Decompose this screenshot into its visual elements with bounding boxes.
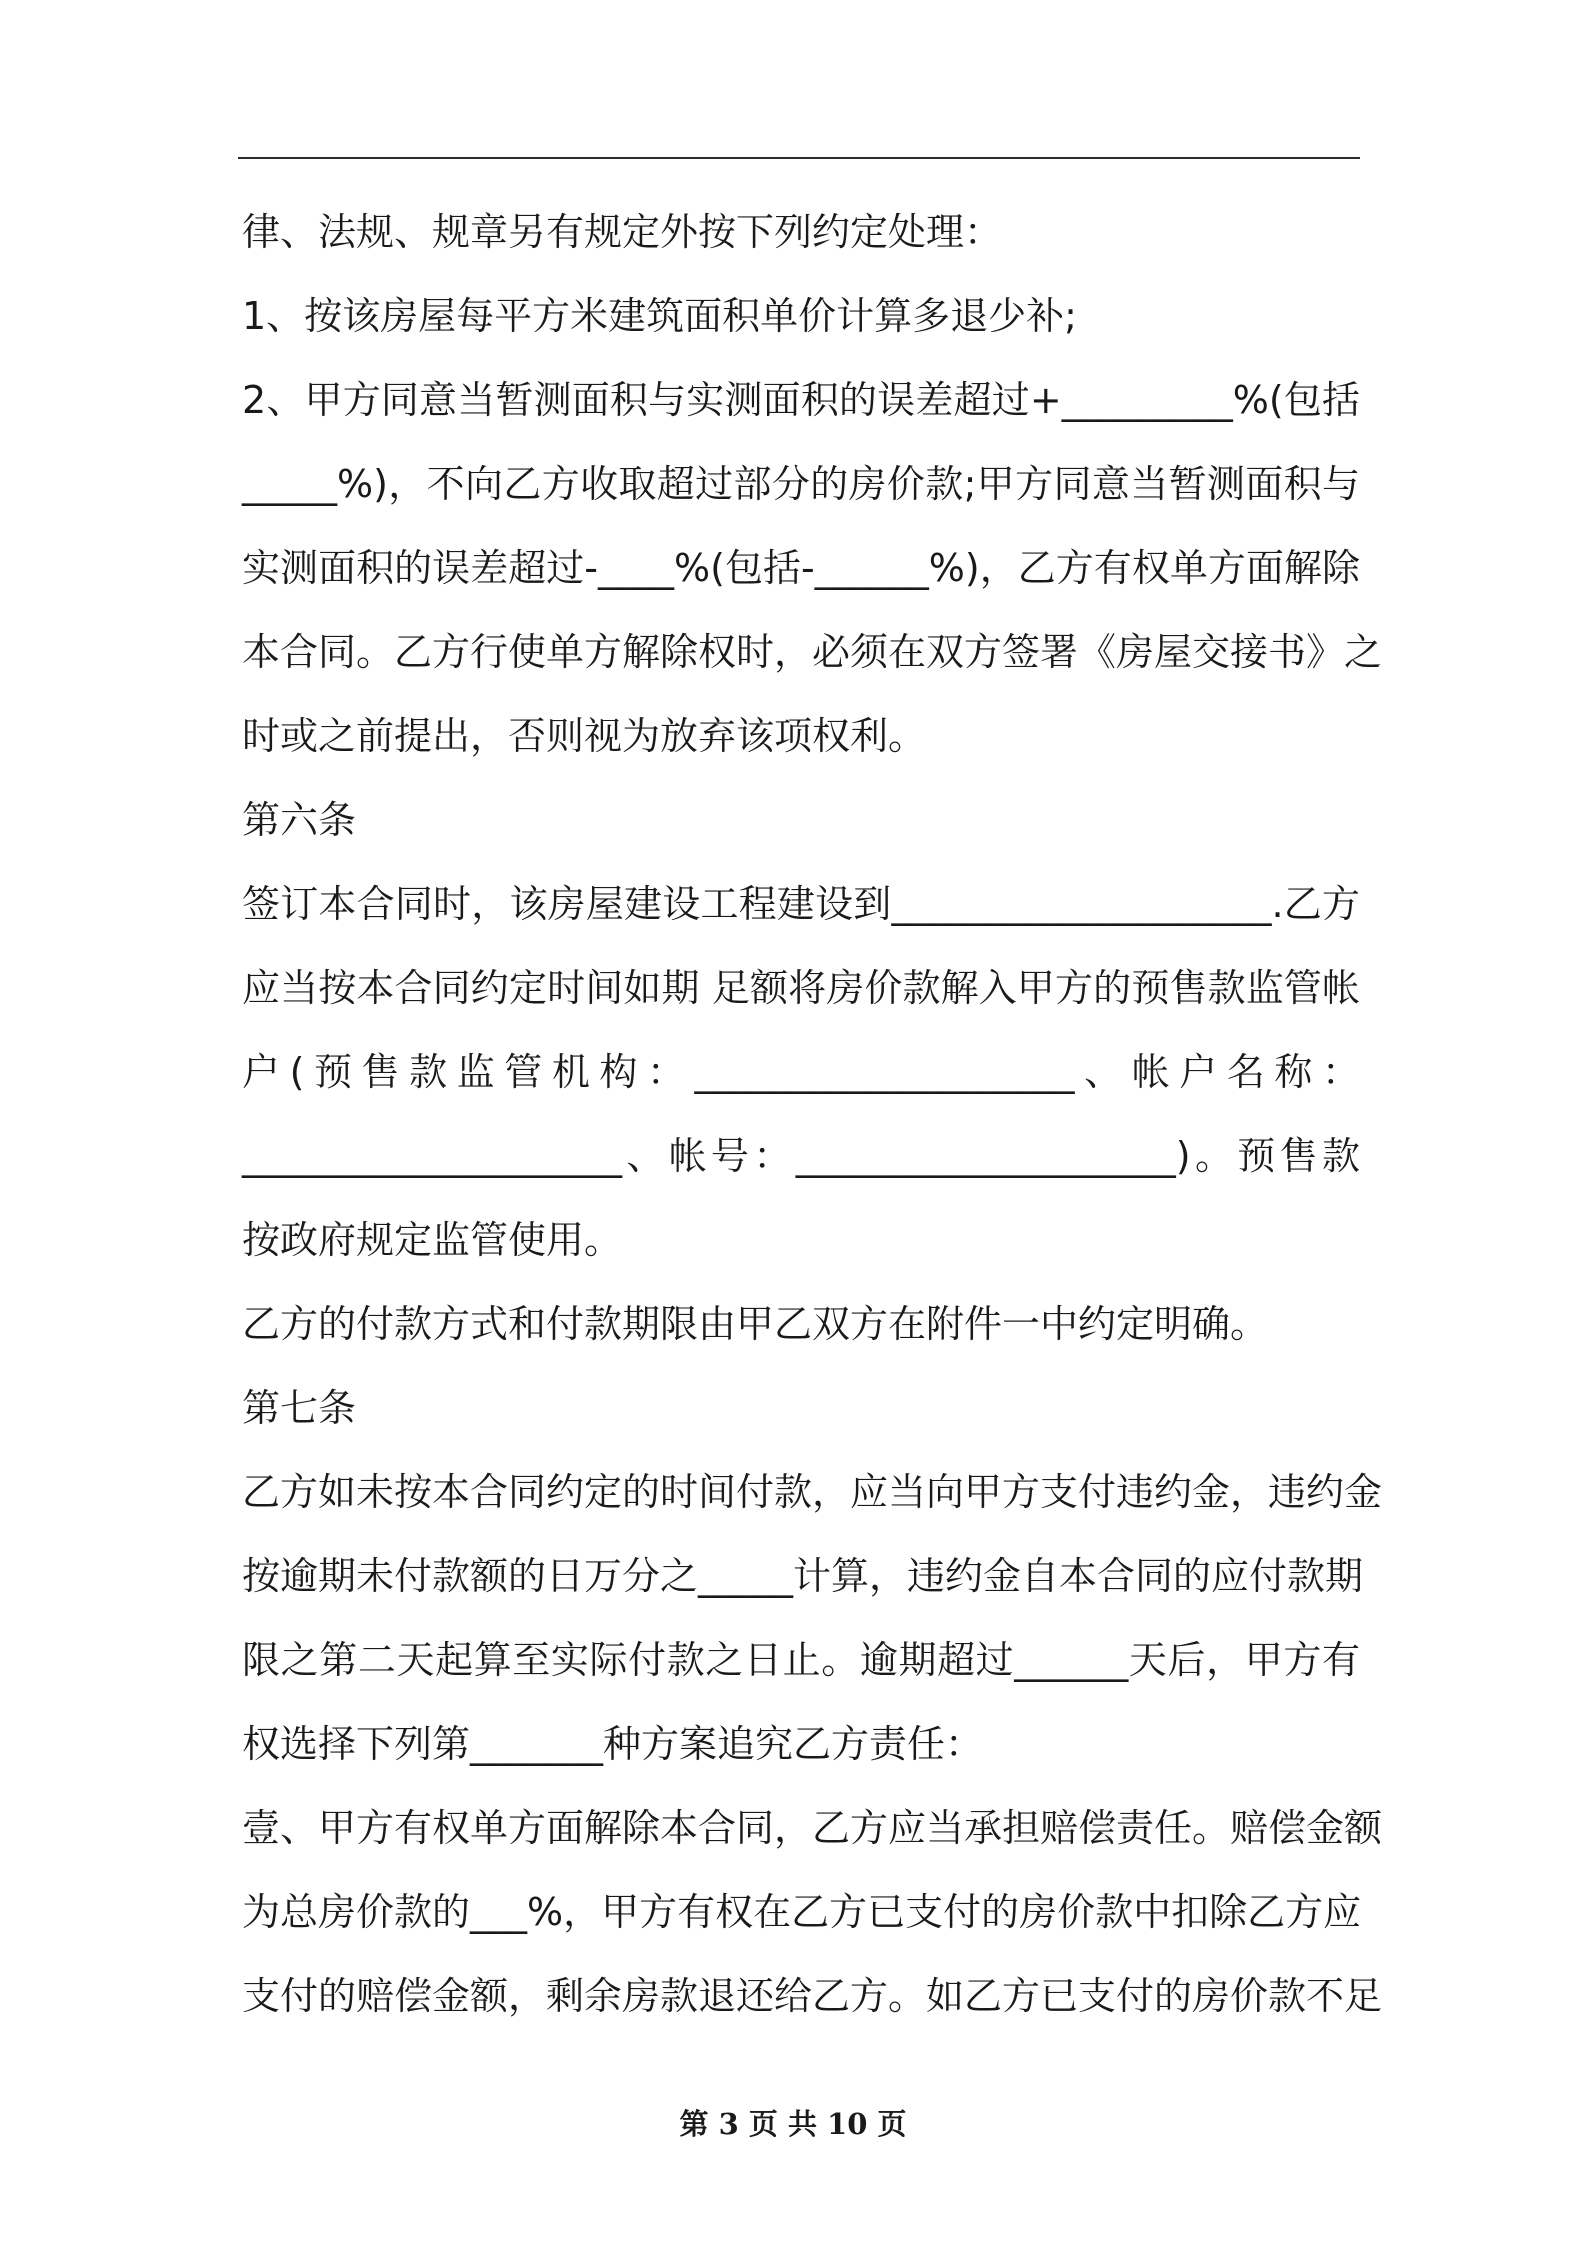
text-line: 律、法规、规章另有规定外按下列约定处理： xyxy=(242,210,1003,254)
text-line: 按逾期未付款额的日万分之_____计算，违约金自本合同的应付款期 xyxy=(242,1554,1364,1598)
text-line: 乙方的付款方式和付款期限由甲乙双方在附件一中约定明确。 xyxy=(242,1302,1269,1346)
text-line: 时或之前提出，否则视为放弃该项权利。 xyxy=(242,714,927,758)
text-line: 为总房价款的___%，甲方有权在乙方已支付的房价款中扣除乙方应 xyxy=(242,1890,1362,1934)
header-rule xyxy=(238,157,1360,159)
page-number: 第 3 页 共 10 页 xyxy=(679,2107,907,2141)
text-line: _____%)，不向乙方收取超过部分的房价款;甲方同意当暂测面积与 xyxy=(242,462,1360,506)
text-line: 权选择下列第_______种方案追究乙方责任： xyxy=(242,1722,984,1766)
text-line: 壹、甲方有权单方面解除本合同，乙方应当承担赔偿责任。赔偿金额 xyxy=(242,1806,1383,1850)
text-line: 2、甲方同意当暂测面积与实测面积的误差超过+_________%(包括 xyxy=(242,378,1360,422)
text-line: 乙方如未按本合同约定的时间付款，应当向甲方支付违约金，违约金 xyxy=(242,1470,1383,1514)
text-line: 本合同。乙方行使单方解除权时，必须在双方签署《房屋交接书》之 xyxy=(242,630,1383,674)
section-heading: 第六条 xyxy=(242,798,357,842)
text-line: 支付的赔偿金额，剩余房款退还给乙方。如乙方已支付的房价款不足 xyxy=(242,1974,1383,2018)
text-line: 应当按本合同约定时间如期 足额将房价款解入甲方的预售款监管帐 xyxy=(242,966,1360,1010)
text-line: 户(预售款监管机构：____________________、帐户名称： xyxy=(242,1050,1360,1094)
text-line: 1、按该房屋每平方米建筑面积单价计算多退少补; xyxy=(242,294,1077,338)
contract-body xyxy=(242,190,1383,2038)
text-line: 签订本合同时，该房屋建设工程建设到____________________.乙方 xyxy=(242,882,1360,926)
text-line: 限之第二天起算至实际付款之日止。逾期超过______天后，甲方有 xyxy=(242,1638,1360,1682)
section-heading: 第七条 xyxy=(242,1386,357,1430)
text-line: 实测面积的误差超过-____%(包括-______%)，乙方有权单方面解除 xyxy=(242,546,1360,590)
text-line: ____________________、帐号：____________________)。预售款 xyxy=(242,1134,1360,1178)
text-line: 按政府规定监管使用。 xyxy=(242,1218,623,1262)
